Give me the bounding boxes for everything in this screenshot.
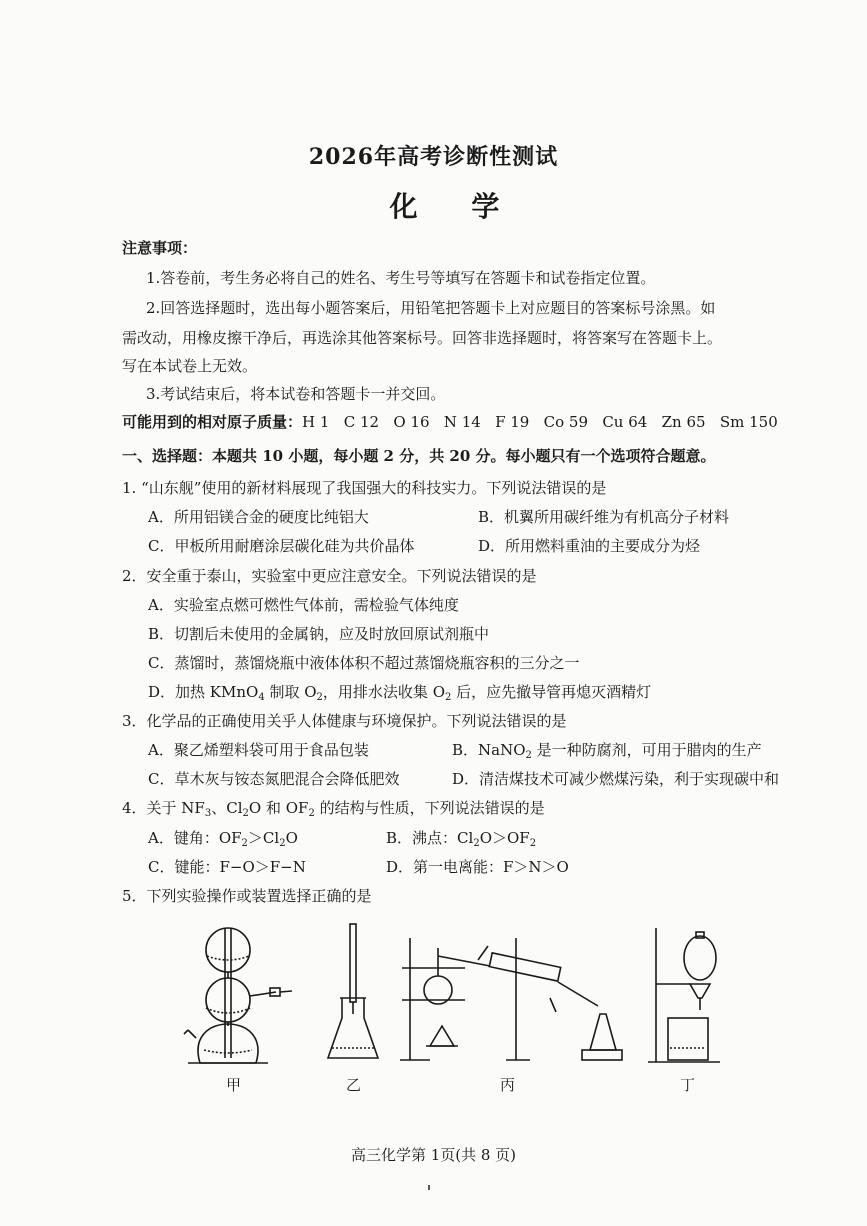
question-4-option-b: B．沸点：$Cl_2O>OF_2$ xyxy=(386,829,537,849)
atomic-masses-values: H 1 C 12 O 16 N 14 F 19 Co 59 Cu 64 Zn 65 Sm 150 xyxy=(302,413,778,431)
question-2-option-b: B．切割后未使用的金属钠，应及时放回原试剂瓶中 xyxy=(148,625,490,643)
question-2-option-a: A．实验室点燃可燃性气体前，需检验气体纯度 xyxy=(148,596,459,614)
flask-burette xyxy=(328,924,378,1058)
notes-item-1: 1.答卷前，考生务必将自己的姓名、考生号等填写在答题卡和试卷指定位置。 xyxy=(146,269,656,287)
section-heading: 一、选择题：本题共 10 小题，每小题 2 分，共 20 分。每小题只有一个选项符合题意。 xyxy=(122,447,716,465)
notes-item-2-line-2: 需改动，用橡皮擦干净后，再选涂其他答案标号。回答非选择题时，将答案写在答题卡上。 xyxy=(122,329,723,347)
page-footer: 高三化学第 1页(共 8 页) xyxy=(350,1146,517,1164)
notes-item-3: 3.考试结束后，将本试卷和答题卡一并交回。 xyxy=(146,385,446,403)
question-4-option-c: C．键能：F−O＞F−N xyxy=(148,858,306,876)
apparatus-figure xyxy=(180,918,740,1068)
question-1-option-d: D．所用燃料重油的主要成分为烃 xyxy=(478,537,701,555)
question-3-option-b: B．NaNO$_2$ 是一种防腐剂，可用于腊肉的生产 xyxy=(452,741,762,761)
separatory-funnel xyxy=(648,928,720,1062)
subject-title: 化 学 xyxy=(389,190,522,223)
question-4-stem: 4．关于 $NF_3$、$Cl_2O$ 和 $OF_2$ 的结构与性质，下列说法错误的是 xyxy=(122,799,545,819)
question-2-option-d: D．加热 KMnO$_4$ 制取 $O_2$，用排水法收集 $O_2$ 后，应先撤导管再熄灭酒精灯 xyxy=(148,683,652,703)
apparatus-label-1: 甲 xyxy=(226,1076,242,1094)
question-3-option-c: C．草木灰与铵态氮肥混合会降低肥效 xyxy=(148,770,400,788)
question-1-option-a: A．所用铝镁合金的硬度比纯铝大 xyxy=(148,508,369,526)
kipp-apparatus xyxy=(184,928,292,1063)
question-1-stem: 1. “山东舰”使用的新材料展现了我国强大的科技实力。下列说法错误的是 xyxy=(122,479,607,497)
distillation-setup xyxy=(400,938,622,1060)
question-5-stem: 5．下列实验操作或装置选择正确的是 xyxy=(122,887,372,905)
question-1-option-c: C．甲板所用耐磨涂层碳化硅为共价晶体 xyxy=(148,537,415,555)
scan-speck xyxy=(428,1185,430,1190)
atomic-masses-label: 可能用到的相对原子质量： xyxy=(122,413,303,431)
atomic-masses xyxy=(122,412,778,432)
notes-item-2-line-1: 2.回答选择题时，选出每小题答案后，用铅笔把答题卡上对应题目的答案标号涂黑。如 xyxy=(146,299,716,317)
question-3-stem: 3．化学品的正确使用关乎人体健康与环境保护。下列说法错误的是 xyxy=(122,712,567,730)
notes-heading: 注意事项： xyxy=(122,239,198,257)
notes-item-2-line-3: 写在本试卷上无效。 xyxy=(122,357,258,375)
apparatus-label-4: 丁 xyxy=(680,1076,696,1094)
question-2-option-c: C．蒸馏时，蒸馏烧瓶中液体体积不超过蒸馏烧瓶容积的三分之一 xyxy=(148,654,580,672)
question-3-option-a: A．聚乙烯塑料袋可用于食品包装 xyxy=(148,741,369,759)
apparatus-label-3: 丙 xyxy=(500,1076,516,1094)
question-3-option-d: D．清洁煤技术可减少燃煤污染，利于实现碳中和 xyxy=(452,770,780,788)
question-4-option-d: D．第一电离能：F＞N＞O xyxy=(386,858,569,876)
exam-title: 2026年高考诊断性测试 xyxy=(308,144,559,170)
question-1-option-b: B．机翼所用碳纤维为有机高分子材料 xyxy=(478,508,730,526)
question-4-option-a: A．键角：$OF_2>Cl_2O$ xyxy=(148,829,298,849)
apparatus-label-2: 乙 xyxy=(346,1076,362,1094)
question-2-stem: 2．安全重于泰山，实验室中更应注意安全。下列说法错误的是 xyxy=(122,567,537,585)
